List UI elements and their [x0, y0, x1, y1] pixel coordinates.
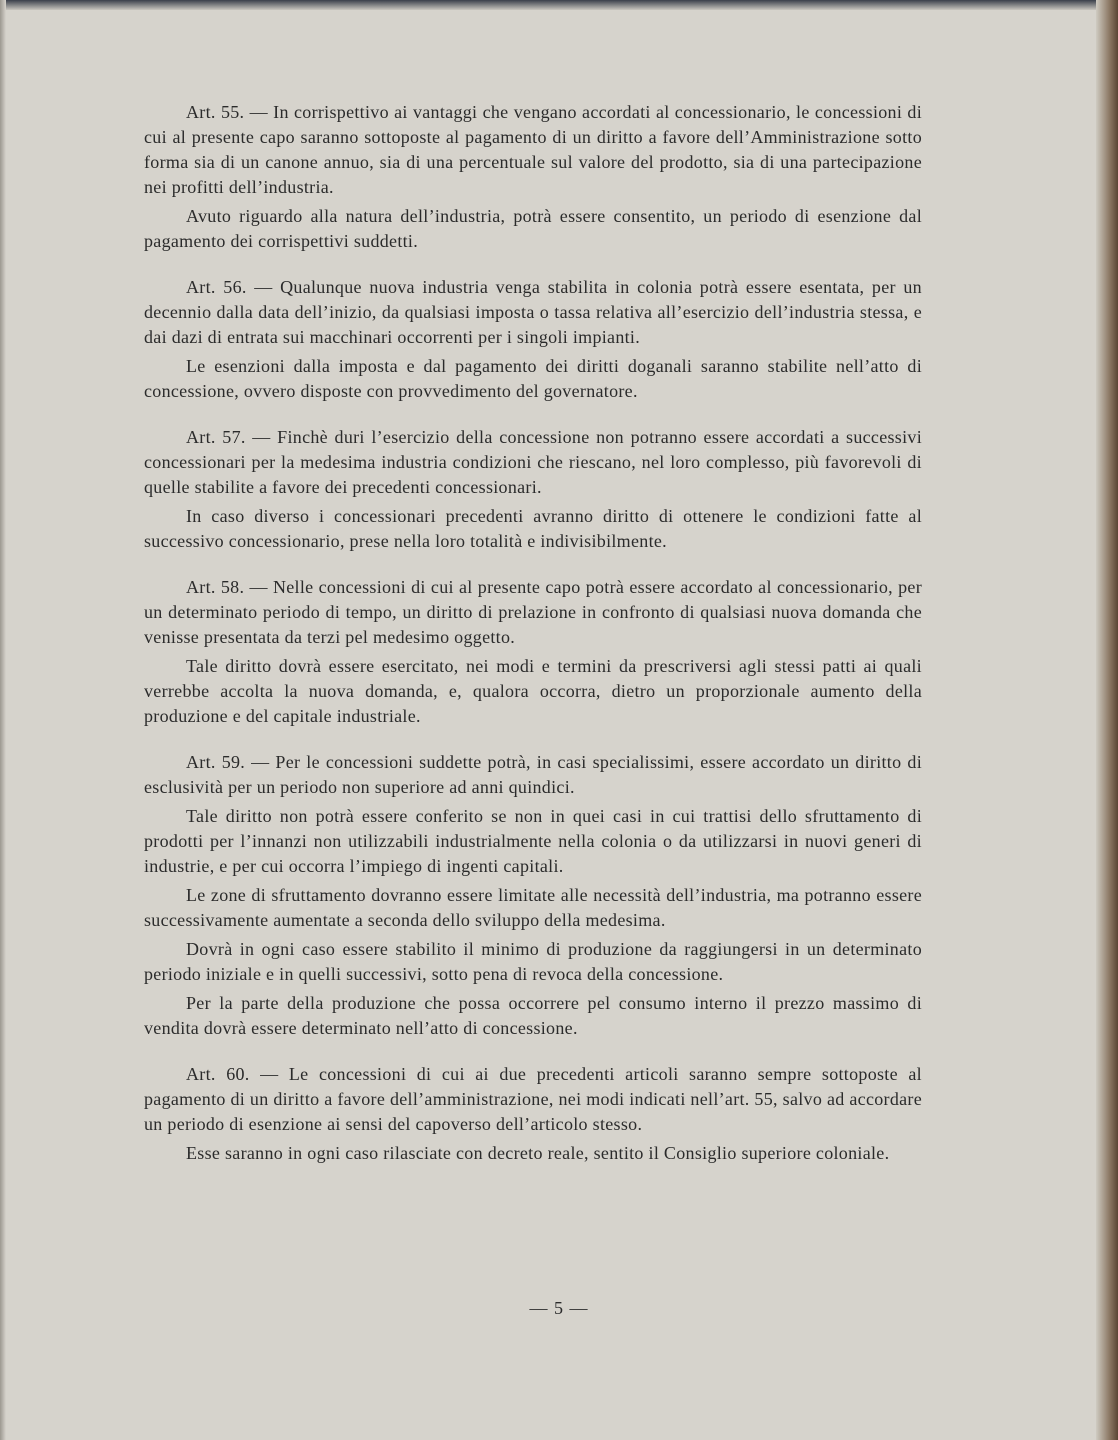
article-56 — [144, 275, 922, 404]
paragraph: Art. 57. — Finchè duri l’esercizio della concessione non potranno essere accordati a successivi concessionari per la medesima industria condizioni che riescano, nel loro complesso, più favorevoli di quelle stabilite a favore dei precedenti concessionari. — [144, 427, 922, 497]
scan-edge-left — [0, 0, 6, 1440]
paragraph: Art. 60. — Le concessioni di cui ai due precedenti articoli saranno sempre sottoposte al pagamento di un diritto a favore dell’amministrazione, nei modi indicati nell’art. 55, salvo ad accordare un periodo di esenzione ai sensi del capoverso dell’articolo stesso. — [144, 1064, 922, 1134]
scan-edge-top — [0, 0, 1118, 10]
paragraph: Dovrà in ogni caso essere stabilito il minimo di produzione da raggiungersi in un determinato periodo iniziale e in quelli successivi, sotto pena di revoca della concessione. — [144, 939, 922, 984]
paragraph: Tale diritto dovrà essere esercitato, nei modi e termini da prescriversi agli stessi patti ai quali verrebbe accolta la nuova domanda, e, qualora occorra, dietro un proporzionale aumento della produzione e del capitale industriale. — [144, 656, 922, 726]
paragraph: Art. 55. — In corrispettivo ai vantaggi che vengano accordati al concessionario, le concessioni di cui al presente capo saranno sottoposte al pagamento di un diritto a favore dell’Amministrazione sotto forma sia di un canone annuo, sia di una percentuale sul valore del prodotto, sia di una partecipazione nei profitti dell’industria. — [144, 102, 922, 197]
body-text — [144, 100, 922, 1187]
paragraph: Avuto riguardo alla natura dell’industria, potrà essere consentito, un periodo di esenzione dal pagamento dei corrispettivi suddetti. — [144, 206, 922, 251]
paragraph: Art. 56. — Qualunque nuova industria venga stabilita in colonia potrà essere esentata, per un decennio dalla data dell’inizio, da qualsiasi imposta o tassa relativa all’esercizio dell’industria stessa, e dai dazi di entrata sui macchinari occorrenti per i singoli impianti. — [144, 277, 922, 347]
article-58 — [144, 575, 922, 729]
paragraph: Art. 58. — Nelle concessioni di cui al presente capo potrà essere accordato al concessionario, per un determinato periodo di tempo, un diritto di prelazione in confronto di qualsiasi nuova domanda che venisse presentata da terzi pel medesimo oggetto. — [144, 577, 922, 647]
paragraph: In caso diverso i concessionari precedenti avranno diritto di ottenere le condizioni fatte al successivo concessionario, prese nella loro totalità e indivisibilmente. — [144, 506, 922, 551]
article-60 — [144, 1062, 922, 1166]
article-57 — [144, 425, 922, 554]
page-number: — 5 — — [529, 1298, 589, 1318]
paragraph: Tale diritto non potrà essere conferito se non in quei casi in cui trattisi dello sfruttamento di prodotti per l’innanzi non utilizzabili industrialmente nella colonia o da utilizzarsi in nuovi generi di industrie, e per cui occorra l’impiego di ingenti capitali. — [144, 806, 922, 876]
paragraph: Art. 59. — Per le concessioni suddette potrà, in casi specialissimi, essere accordato un diritto di esclusività per un periodo non superiore ad anni quindici. — [144, 752, 922, 797]
paragraph: Esse saranno in ogni caso rilasciate con decreto reale, sentito il Consiglio superiore coloniale. — [186, 1143, 890, 1163]
article-55 — [144, 100, 922, 254]
paragraph: Per la parte della produzione che possa occorrere pel consumo interno il prezzo massimo di vendita dovrà essere determinato nell’atto di concessione. — [144, 993, 922, 1038]
paragraph: Le esenzioni dalla imposta e dal pagamento dei diritti doganali saranno stabilite nell’atto di concessione, ovvero disposte con provvedimento del governatore. — [144, 356, 922, 401]
book-spine-edge — [1096, 0, 1118, 1440]
article-59 — [144, 750, 922, 1041]
paragraph: Le zone di sfruttamento dovranno essere limitate alle necessità dell’industria, ma potranno essere successivamente aumentate a seconda dello sviluppo della medesima. — [144, 885, 922, 930]
